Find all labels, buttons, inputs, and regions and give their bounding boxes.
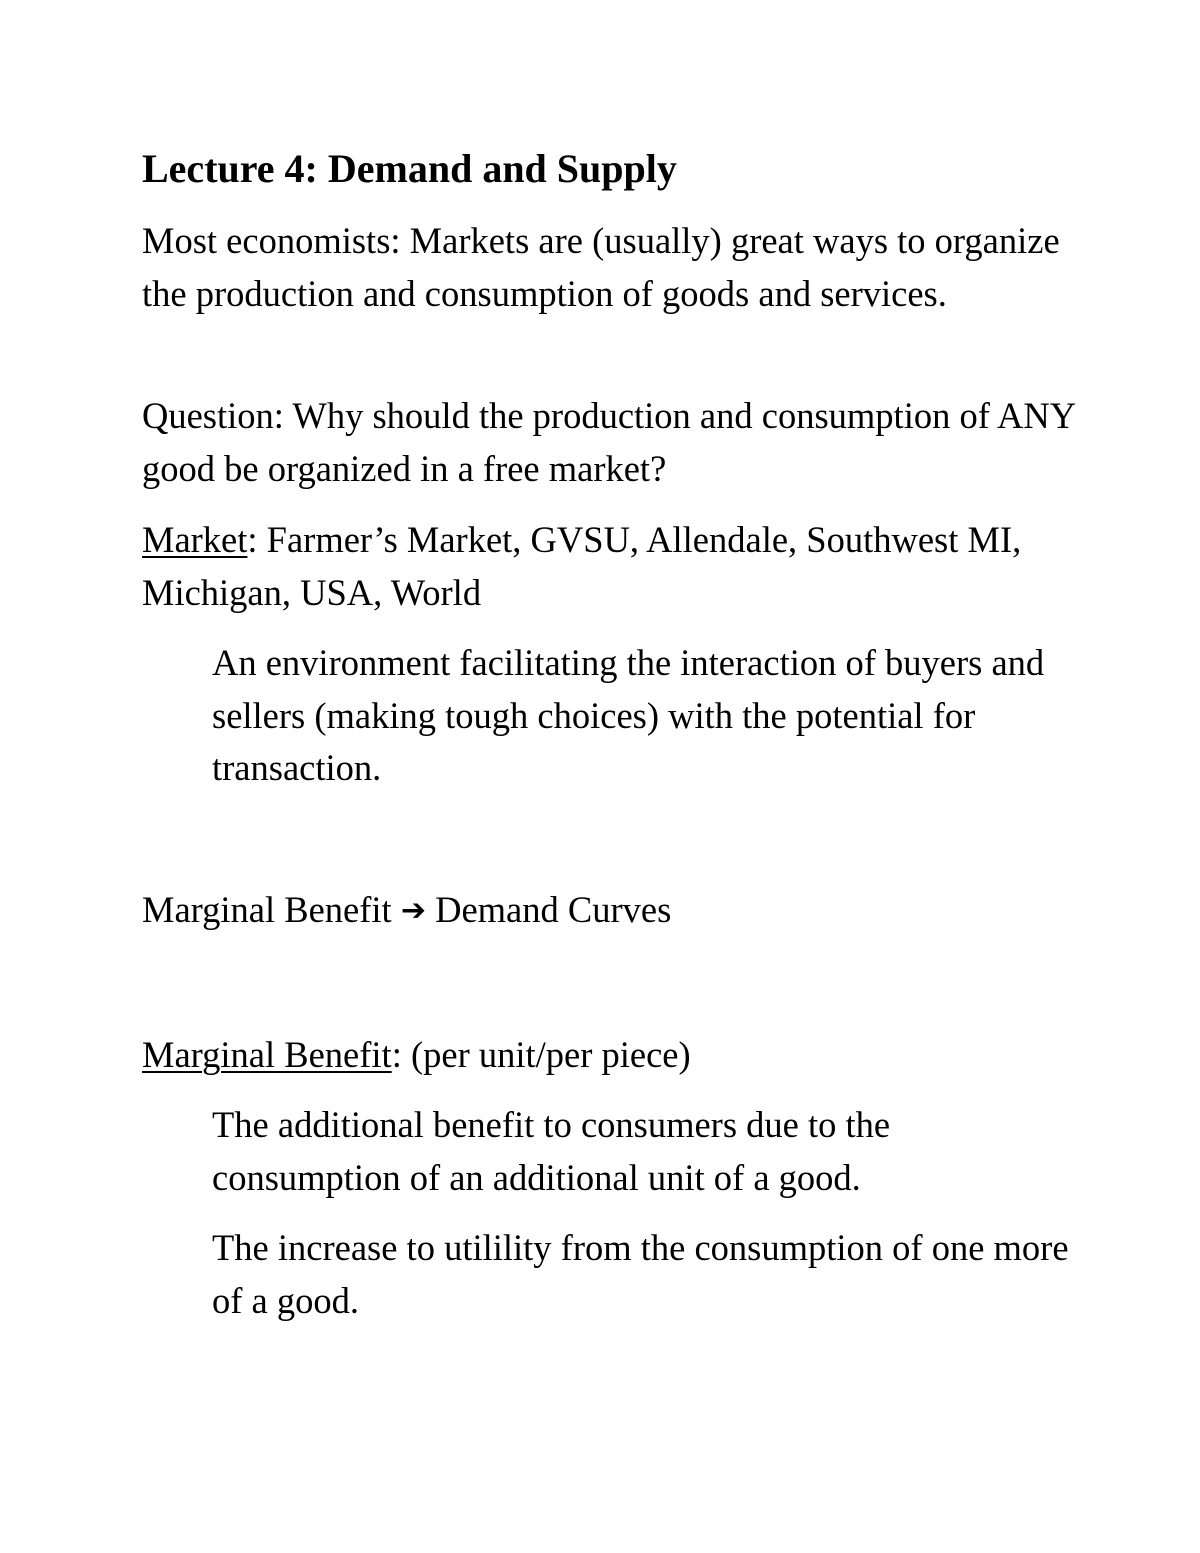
marginal-benefit-definition-2: The increase to utilility from the consumption of one more of a good.: [212, 1227, 1069, 1321]
mb-label: Marginal Benefit: [142, 889, 392, 930]
marginal-benefit-term: Marginal Benefit: [142, 1034, 392, 1075]
demand-curves-label: Demand Curves: [435, 889, 672, 930]
market-definition: An environment facilitating the interaction of buyers and sellers (making tough choices) with the potential for transaction.: [212, 642, 1045, 788]
marginal-benefit-unit: : (per unit/per piece): [391, 1034, 691, 1075]
market-term: Market: [142, 519, 248, 560]
right-arrow-icon: ➔: [400, 893, 426, 928]
marginal-benefit-definition-1: The additional benefit to consumers due to the consumption of an additional unit of a good.: [212, 1104, 891, 1198]
mb-demand-line: [142, 884, 1082, 938]
page-title: Lecture 4: Demand and Supply: [142, 146, 677, 191]
market-examples: : Farmer’s Market, GVSU, Allendale, Southwest MI, Michigan, USA, World: [142, 519, 1022, 613]
market-paragraph: [142, 514, 1082, 619]
question-paragraph: Question: Why should the production and consumption of ANY good be organized in a free market?: [142, 395, 1075, 489]
marginal-benefit-paragraph: [142, 1029, 1082, 1082]
intro-paragraph: Most economists: Markets are (usually) great ways to organize the production and consumption of goods and services.: [142, 220, 1060, 314]
